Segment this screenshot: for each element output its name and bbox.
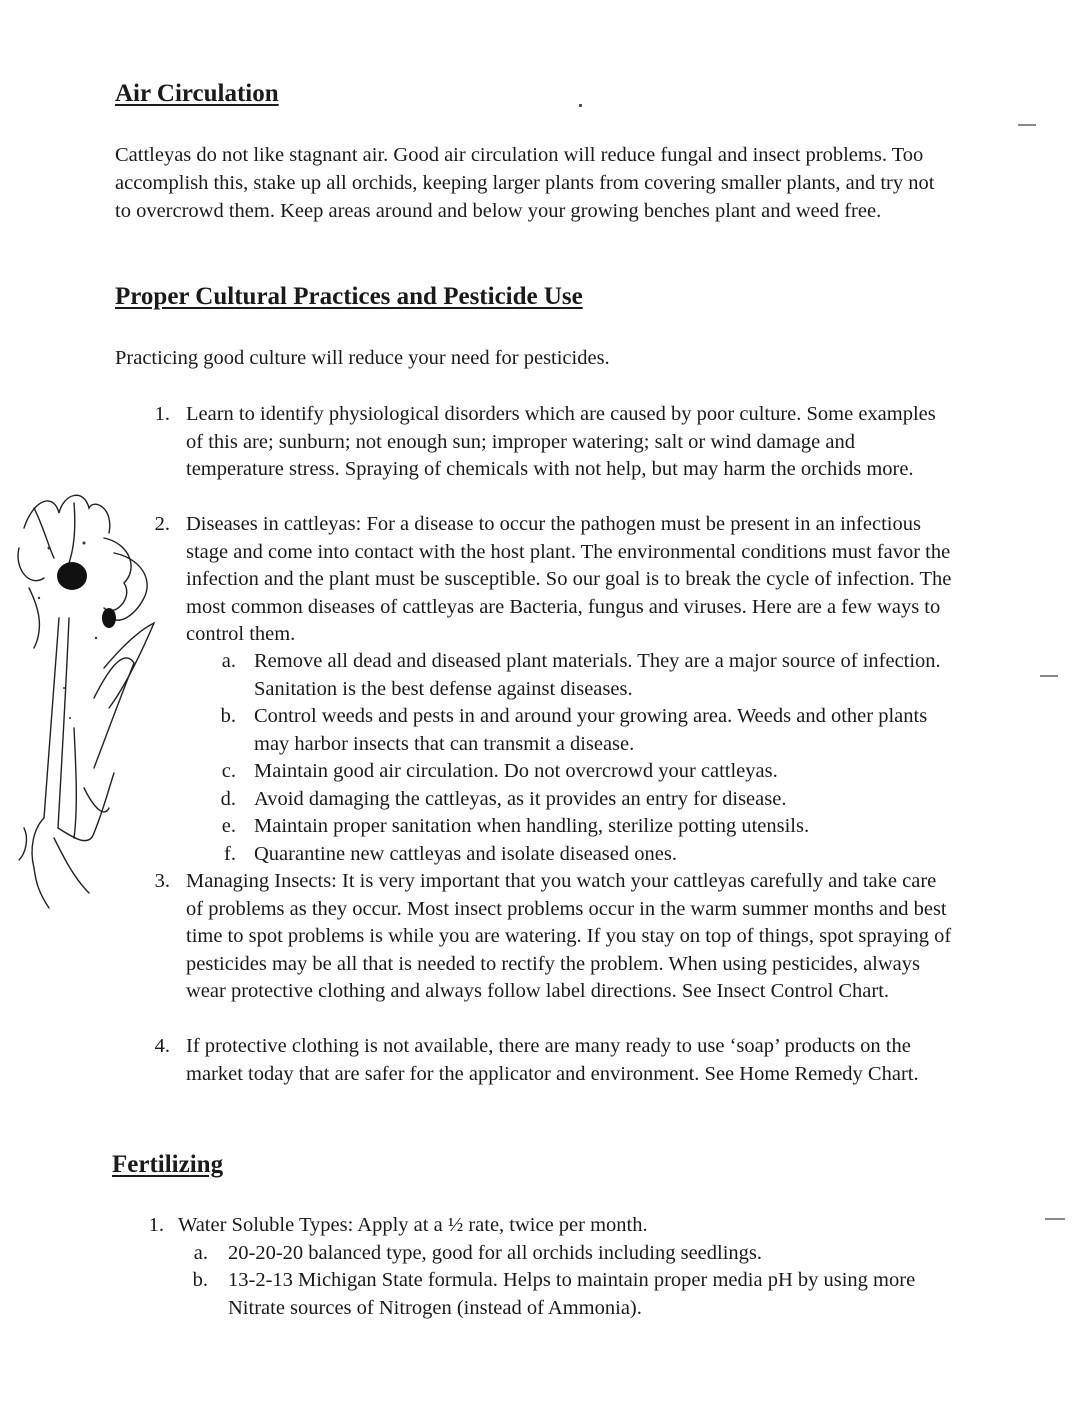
- scan-mark: [1045, 1218, 1065, 1220]
- list-item: Learn to identify physiological disorders which are caused by poor culture. Some examples of this are; sunburn; not enough sun; improper watering; salt or wind damage and temperature stress. Spraying of chemicals with not help, but may harm the orchids more.: [186, 403, 936, 480]
- sublist-letter: f.: [224, 843, 236, 865]
- sublist-item: Maintain good air circulation. Do not overcrowd your cattleyas.: [254, 760, 778, 782]
- sublist-item: Avoid damaging the cattleyas, as it provides an entry for disease.: [254, 788, 787, 810]
- list-number: 3.: [154, 870, 170, 892]
- sublist-letter: a.: [193, 1242, 208, 1264]
- scan-mark: [1040, 675, 1058, 677]
- sublist-letter: e.: [221, 815, 236, 837]
- list-number: 1.: [148, 1214, 164, 1236]
- paragraph-air-circulation: Cattleyas do not like stagnant air. Good air circulation will reduce fungal and insect problems. Too accomplish this, stake up all orchids, keeping larger plants from covering smaller plants, and try not to overcrowd them. Keep areas around and below your growing benches plant and weed free.: [115, 144, 935, 222]
- list-item: Diseases in cattleyas: For a disease to occur the pathogen must be present in an infectious stage and come into contact with the host plant. The environmental conditions must favor the infection and the plant must be susceptible. So our goal is to break the cycle of infection. The most common diseases of cattleyas are Bacteria, fungus and viruses. Here are a few ways to control them.: [186, 513, 952, 645]
- list-number: 2.: [154, 513, 170, 535]
- orchid-illustration-icon: [14, 488, 164, 918]
- scan-speck: [579, 104, 582, 107]
- sublist-item: 20-20-20 balanced type, good for all orchids including seedlings.: [228, 1242, 763, 1264]
- sublist-item: Maintain proper sanitation when handling, sterilize potting utensils.: [254, 815, 810, 837]
- list-item: Water Soluble Types: Apply at a ½ rate, twice per month.: [178, 1214, 648, 1236]
- sublist-letter: c.: [221, 760, 236, 782]
- sublist-item: 13-2-13 Michigan State formula. Helps to maintain proper media pH by using more Nitrate sources of Nitrogen (instead of Ammonia).: [228, 1269, 916, 1319]
- list-item: If protective clothing is not available, there are many ready to use ‘soap’ products on the market today that are safer for the applicator and environment. See Home Remedy Chart.: [186, 1035, 919, 1085]
- sublist-item: Remove all dead and diseased plant materials. They are a major source of infection. Sanitation is the best defense against diseases.: [254, 650, 941, 700]
- sublist-item: Control weeds and pests in and around your growing area. Weeds and other plants may harbor insects that can transmit a disease.: [254, 705, 928, 755]
- sublist-letter: b.: [220, 705, 236, 727]
- sublist-letter: d.: [220, 788, 236, 810]
- list-number: 4.: [154, 1035, 170, 1057]
- sublist-item: Quarantine new cattleyas and isolate diseased ones.: [254, 843, 677, 865]
- heading-fertilizing: Fertilizing: [112, 1151, 224, 1178]
- paragraph-practices-intro: Practicing good culture will reduce your need for pesticides.: [115, 347, 610, 369]
- list-item: Managing Insects: It is very important that you watch your cattleyas carefully and take care of problems as they occur. Most insect problems occur in the warm summer months and best time to spot problems is while you are watering. If you stay on top of things, spot spraying of pesticides may be all that is needed to rectify the problem. When using pesticides, always wear protective clothing and always follow label directions. See Insect Control Chart.: [186, 870, 952, 1002]
- heading-air-circulation: Air Circulation: [115, 80, 279, 107]
- sublist-letter: b.: [192, 1269, 208, 1291]
- heading-cultural-practices: Proper Cultural Practices and Pesticide Use: [115, 283, 583, 310]
- list-number: 1.: [154, 403, 170, 425]
- sublist-letter: a.: [221, 650, 236, 672]
- scan-mark: [1018, 124, 1036, 126]
